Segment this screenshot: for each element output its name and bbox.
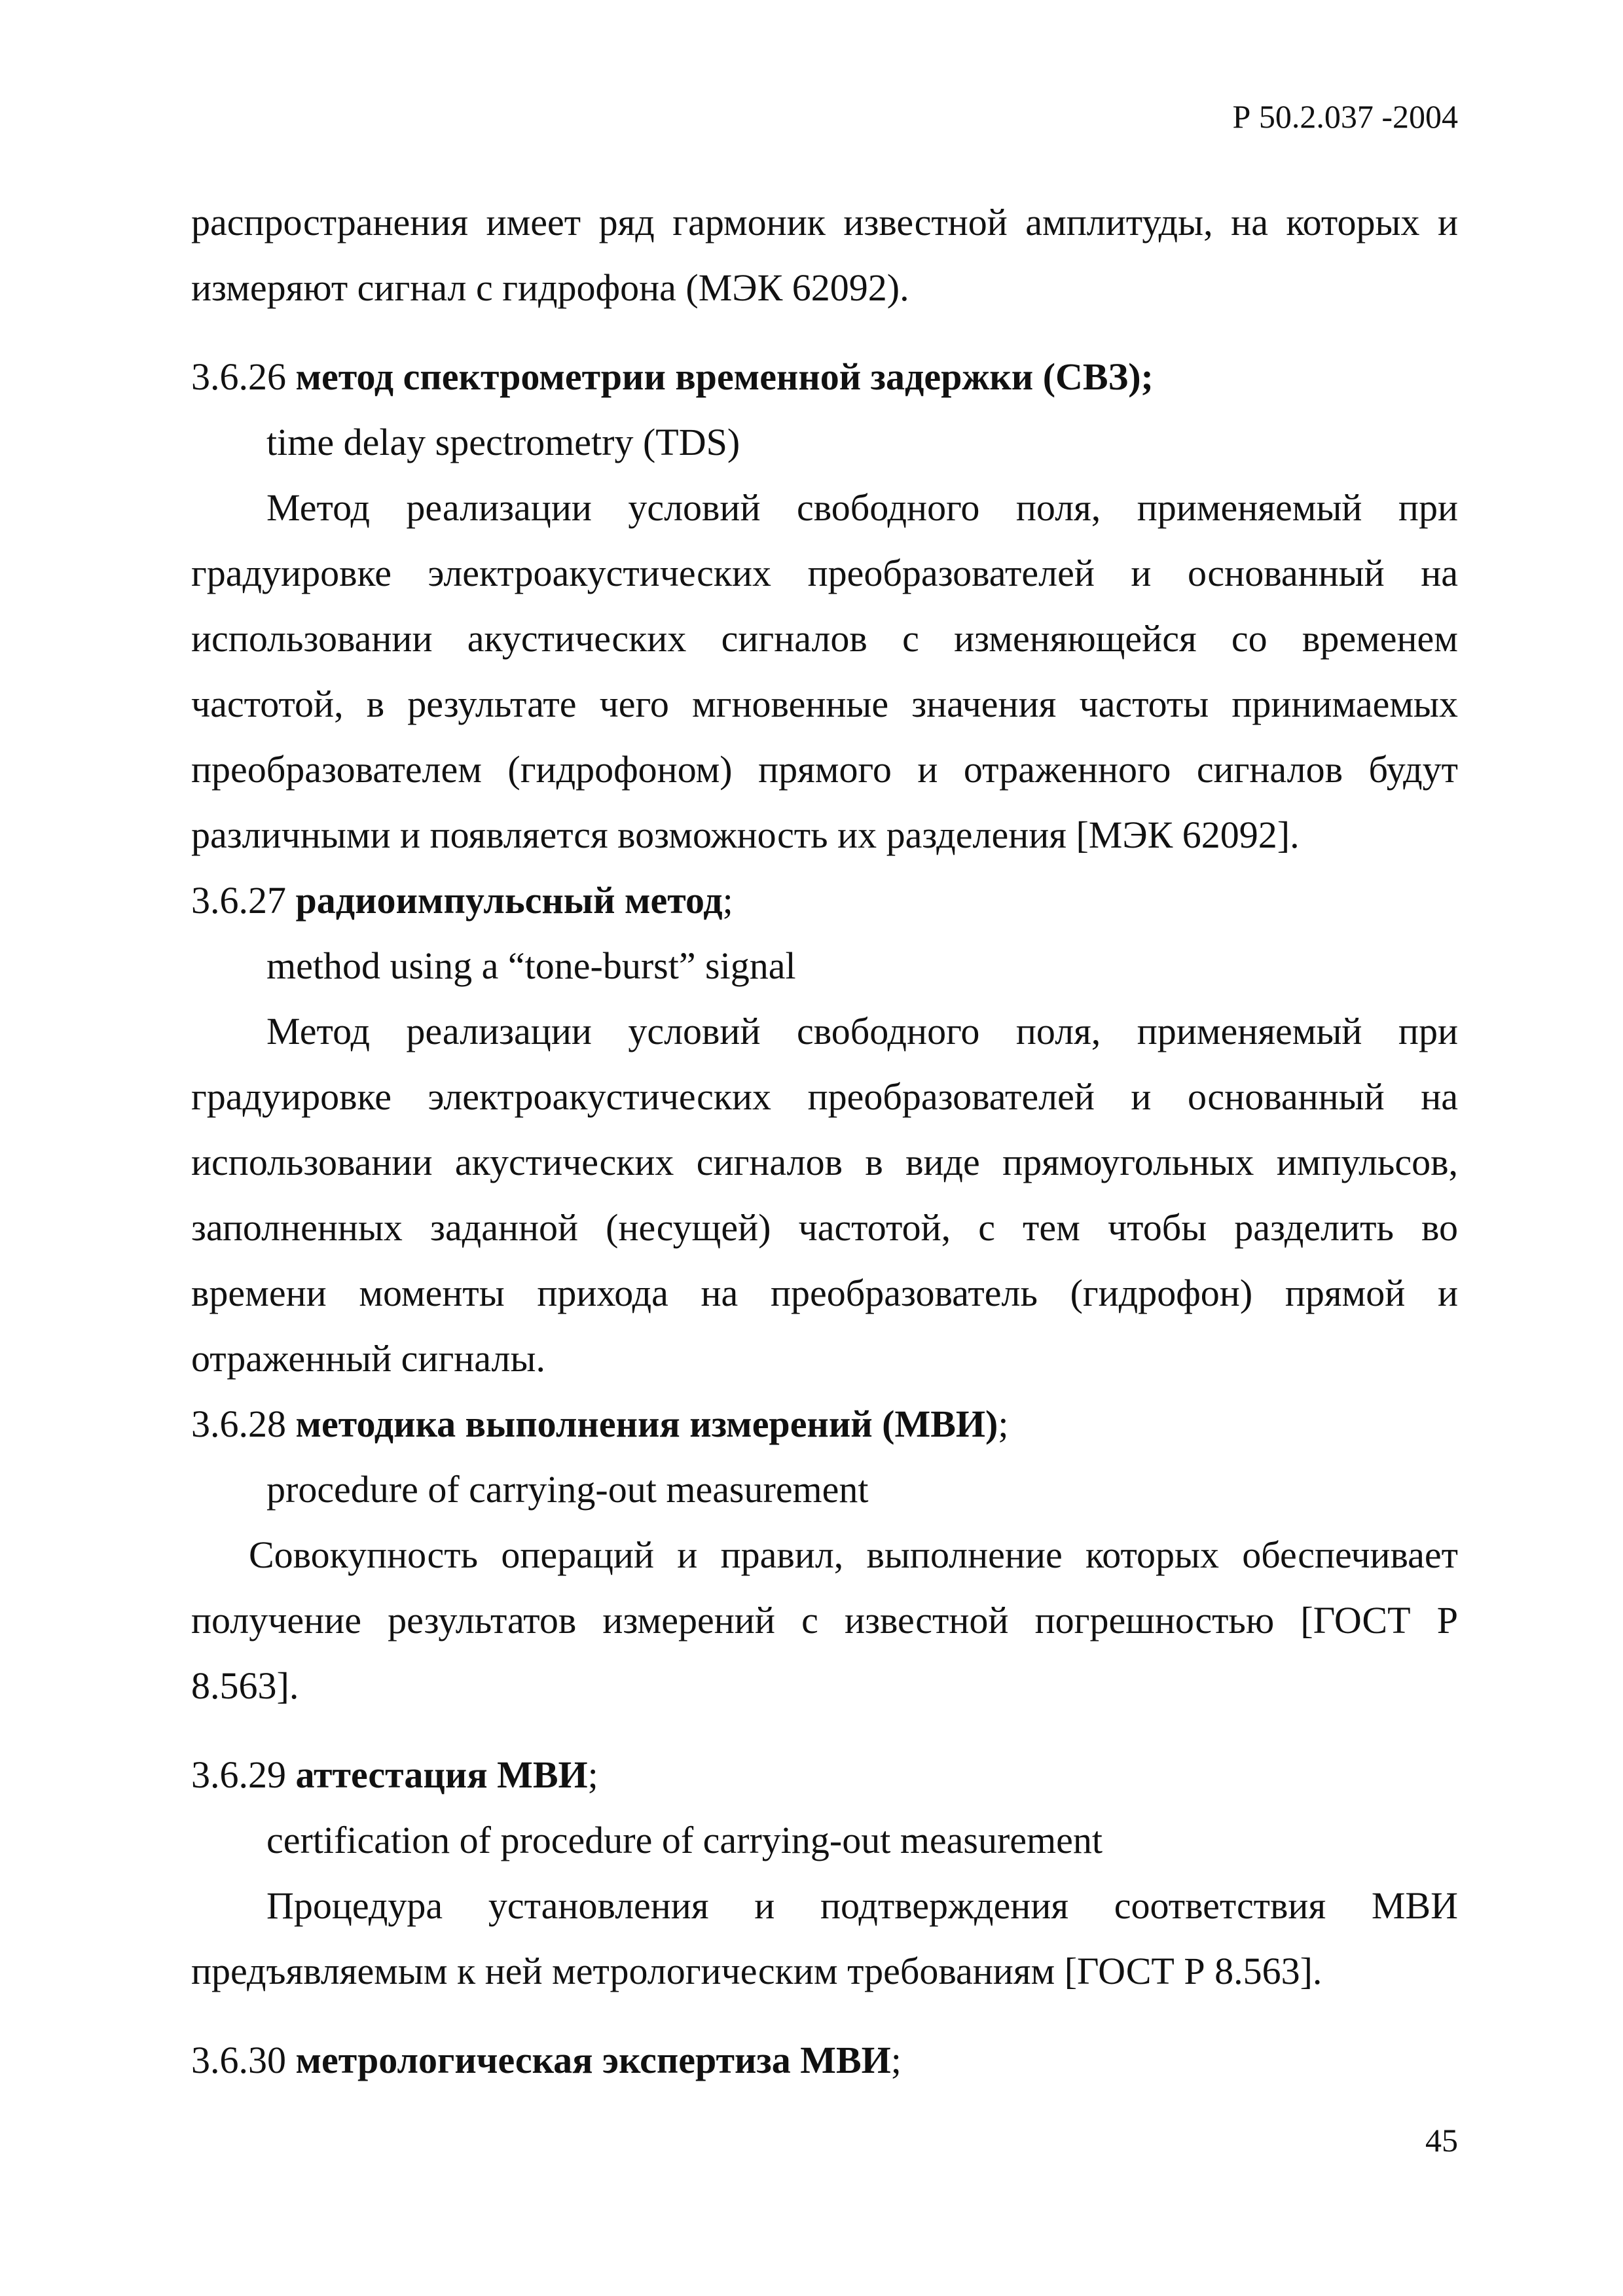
- term-english: certification of procedure of carrying-out measurement: [266, 1819, 1103, 1861]
- term-heading-3-6-29: [191, 1742, 1458, 1808]
- term-suffix: ;: [587, 1753, 598, 1796]
- term-english: method using a “tone-burst” signal: [266, 944, 796, 987]
- definition-line: преобразователем (гидрофоном) прямого и отраженного сигналов будут: [191, 748, 1458, 791]
- term-title: аттестация МВИ: [295, 1753, 588, 1796]
- definition-line: Процедура установления и подтверждения соответствия МВИ: [266, 1884, 1458, 1927]
- definition-line: 8.563].: [191, 1664, 299, 1707]
- term-number: 3.6.28: [191, 1403, 286, 1445]
- definition-line: использовании акустических сигналов с изменяющейся со временем: [191, 617, 1458, 660]
- term-number: 3.6.29: [191, 1753, 286, 1796]
- definition-line: Метод реализации условий свободного поля, применяемый при: [266, 486, 1458, 529]
- definition-line: времени моменты прихода на преобразователь (гидрофон) прямой и: [191, 1272, 1458, 1314]
- body-line: распространения имеет ряд гармоник известной амплитуды, на которых и: [191, 201, 1458, 243]
- page-body: [191, 190, 1458, 2093]
- definition-line: предъявляемым к ней метрологическим требованиям [ГОСТ Р 8.563].: [191, 1950, 1322, 1992]
- term-number: 3.6.26: [191, 355, 286, 398]
- definition-line: отраженный сигналы.: [191, 1337, 545, 1380]
- page-number: 45: [1425, 2122, 1458, 2159]
- definition-line: Совокупность операций и правил, выполнение которых обеспечивает: [249, 1534, 1458, 1576]
- term-english: time delay spectrometry (TDS): [266, 421, 740, 463]
- term-number: 3.6.27: [191, 879, 286, 922]
- definition-line: различными и появляется возможность их разделения [МЭК 62092].: [191, 814, 1300, 856]
- term-english: procedure of carrying-out measurement: [266, 1468, 869, 1511]
- term-title: радиоимпульсный метод: [295, 879, 723, 922]
- definition-line: использовании акустических сигналов в виде прямоугольных импульсов,: [191, 1141, 1458, 1183]
- definition-line: Метод реализации условий свободного поля, применяемый при: [266, 1010, 1458, 1052]
- definition-line: частотой, в результате чего мгновенные значения частоты принимаемых: [191, 683, 1458, 725]
- definition-line: градуировке электроакустических преобразователей и основанный на: [191, 552, 1458, 594]
- term-title: метод спектрометрии временной задержки (СВЗ);: [295, 355, 1154, 398]
- definition-line: получение результатов измерений с известной погрешностью [ГОСТ Р: [191, 1599, 1458, 1641]
- term-suffix: ;: [998, 1403, 1009, 1445]
- term-title: метрологическая экспертиза МВИ: [295, 2039, 891, 2081]
- term-heading-3-6-26: [191, 344, 1458, 410]
- body-line: измеряют сигнал с гидрофона (МЭК 62092).: [191, 266, 909, 309]
- definition-line: заполненных заданной (несущей) частотой, с тем чтобы разделить во: [191, 1206, 1458, 1249]
- term-suffix: ;: [890, 2039, 902, 2081]
- document-number: Р 50.2.037 -2004: [1232, 98, 1458, 135]
- term-number: 3.6.30: [191, 2039, 286, 2081]
- term-heading-3-6-30: [191, 2028, 1458, 2093]
- term-heading-3-6-28: [191, 1391, 1458, 1457]
- term-title: методика выполнения измерений (МВИ): [295, 1403, 998, 1445]
- term-heading-3-6-27: [191, 868, 1458, 933]
- term-suffix: ;: [722, 879, 733, 922]
- definition-line: градуировке электроакустических преобразователей и основанный на: [191, 1075, 1458, 1118]
